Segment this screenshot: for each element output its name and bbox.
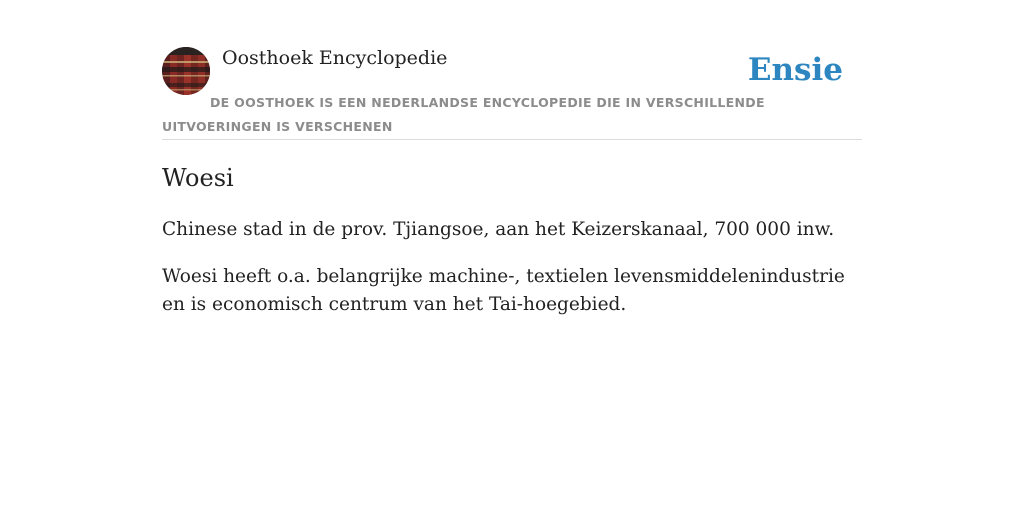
site-tagline: DE OOSTHOEK IS EEN NEDERLANDSE ENCYCLOPEDIE DIE IN VERSCHILLENDE UITVOERINGEN IS VERSCHENEN [162,95,765,134]
article-paragraph: Woesi heeft o.a. belangrijke machine-, textielen levensmiddelenindustrie en is economisch centrum van het Tai-hoegebied. [162,266,845,315]
article-title: Woesi [162,164,234,192]
encyclopedia-books-icon[interactable] [162,47,210,95]
article-body [162,216,862,338]
site-header [162,46,862,140]
site-title[interactable]: Oosthoek Encyclopedie [222,47,448,69]
article-paragraph: Chinese stad in de prov. Tjiangsoe, aan het Keizerskanaal, 700 000 inw. [162,219,835,240]
brand-logo-link[interactable]: Ensie [747,52,843,88]
